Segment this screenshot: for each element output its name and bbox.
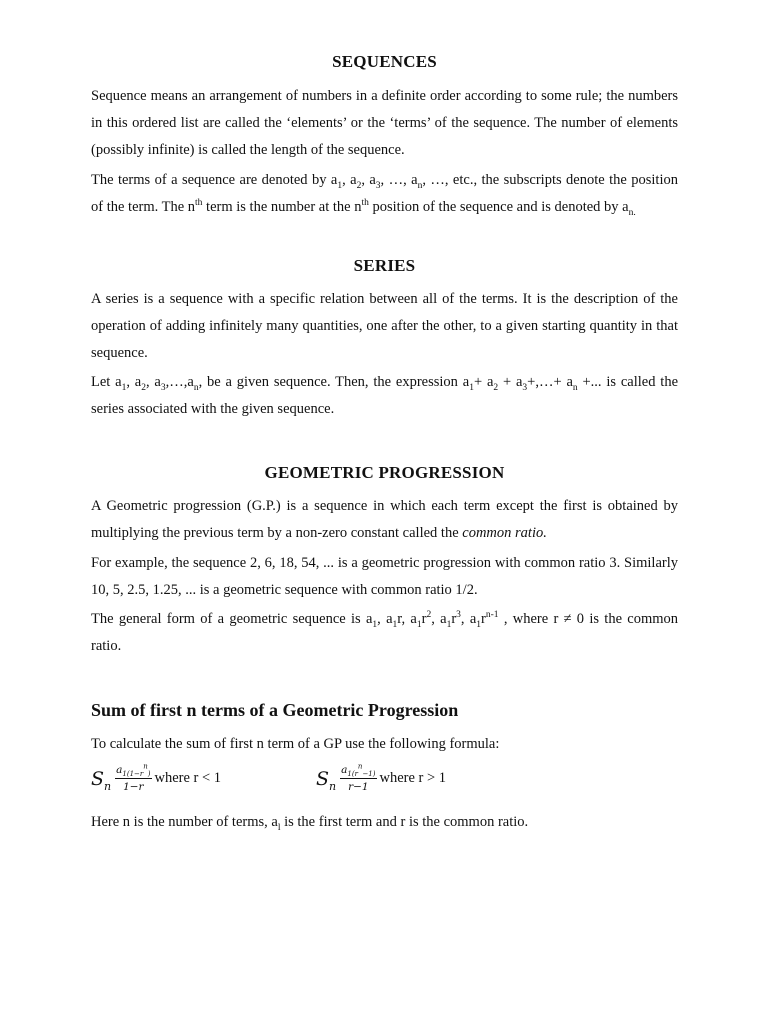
sum-heading: Sum of first n terms of a Geometric Progression xyxy=(91,700,459,720)
gp-paragraph-2: For example, the sequence 2, 6, 18, 54, ... is a geometric progression with common ratio 3. Similarly 10, 5, 2.5, 1.25, ... is a geometric sequence with common ratio 1/2. xyxy=(91,555,678,598)
condition-text: where r > 1 xyxy=(379,770,447,786)
series-paragraph-2: Let $a_1$, $a_2$, $a_3,\dots,a_n$, be a given sequence. Then, the expression $a_1+ a_2$ + $a_3+,\dots+ a_n$ +... is called the series associated with the given sequence. xyxy=(91,374,679,417)
sum-note: Here n is the number of terms, $a_l$ is the first term and r is the common ratio. xyxy=(91,814,529,833)
formula-r-less-than-1 xyxy=(91,763,221,794)
series-paragraph-1: A series is a sequence with a specific relation between all of the terms. It is the description of the operation of adding infinitely many quantities, one after the other, to a given starting quantity in that sequence. xyxy=(91,291,678,361)
sum-intro: To calculate the sum of first n term of a GP use the following formula: xyxy=(91,736,500,752)
fraction: $\frac{a_{1(r}^n_{-1)}}{r-1}$ xyxy=(341,762,376,793)
gp-heading: GEOMETRIC PROGRESSION xyxy=(264,463,505,482)
series-heading: SERIES xyxy=(353,256,416,275)
sequences-paragraph-2: The terms of a sequence are denoted by $a_1$, $a_2$, $a_3$, …, $a_n$, …, etc., the subscripts denote the position of the term. The $n^{th}$ term is the number at the $n^{th}$ position of the sequence and is denoted by $a_{n.}$ xyxy=(91,172,678,218)
gp-paragraph-3: The general form of a geometric sequence is $a_1$, $a_1r$, $a_1r^2$, $a_1r^3$, $a_1r^{n-1}$ , where r ≠ 0 is the common ratio. xyxy=(91,610,679,654)
series-section xyxy=(91,286,678,423)
gp-paragraph-1: A Geometric progression (G.P.) is a sequence in which each term except the first is obtained by multiplying the previous term by a non-zero constant called the common ratio. xyxy=(91,498,678,541)
sequences-section xyxy=(91,83,678,221)
formula-r-greater-than-1 xyxy=(316,763,446,794)
condition-text: where r < 1 xyxy=(154,770,222,786)
sn-symbol: $S_n$ xyxy=(91,767,112,793)
gp-section xyxy=(91,493,678,660)
sn-symbol: $S_n$ xyxy=(316,767,337,793)
fraction: $\frac{a_{1(1-r}^n_)}{1-r}$ xyxy=(116,762,151,793)
sequences-heading: SEQUENCES xyxy=(332,52,437,71)
sequences-paragraph-1: Sequence means an arrangement of numbers in a definite order according to some rule; the numbers in this ordered list are called the ‘elements’ or the ‘terms’ of the sequence. The number of elements (possibly infinite) is called the length of the sequence. xyxy=(91,88,678,158)
